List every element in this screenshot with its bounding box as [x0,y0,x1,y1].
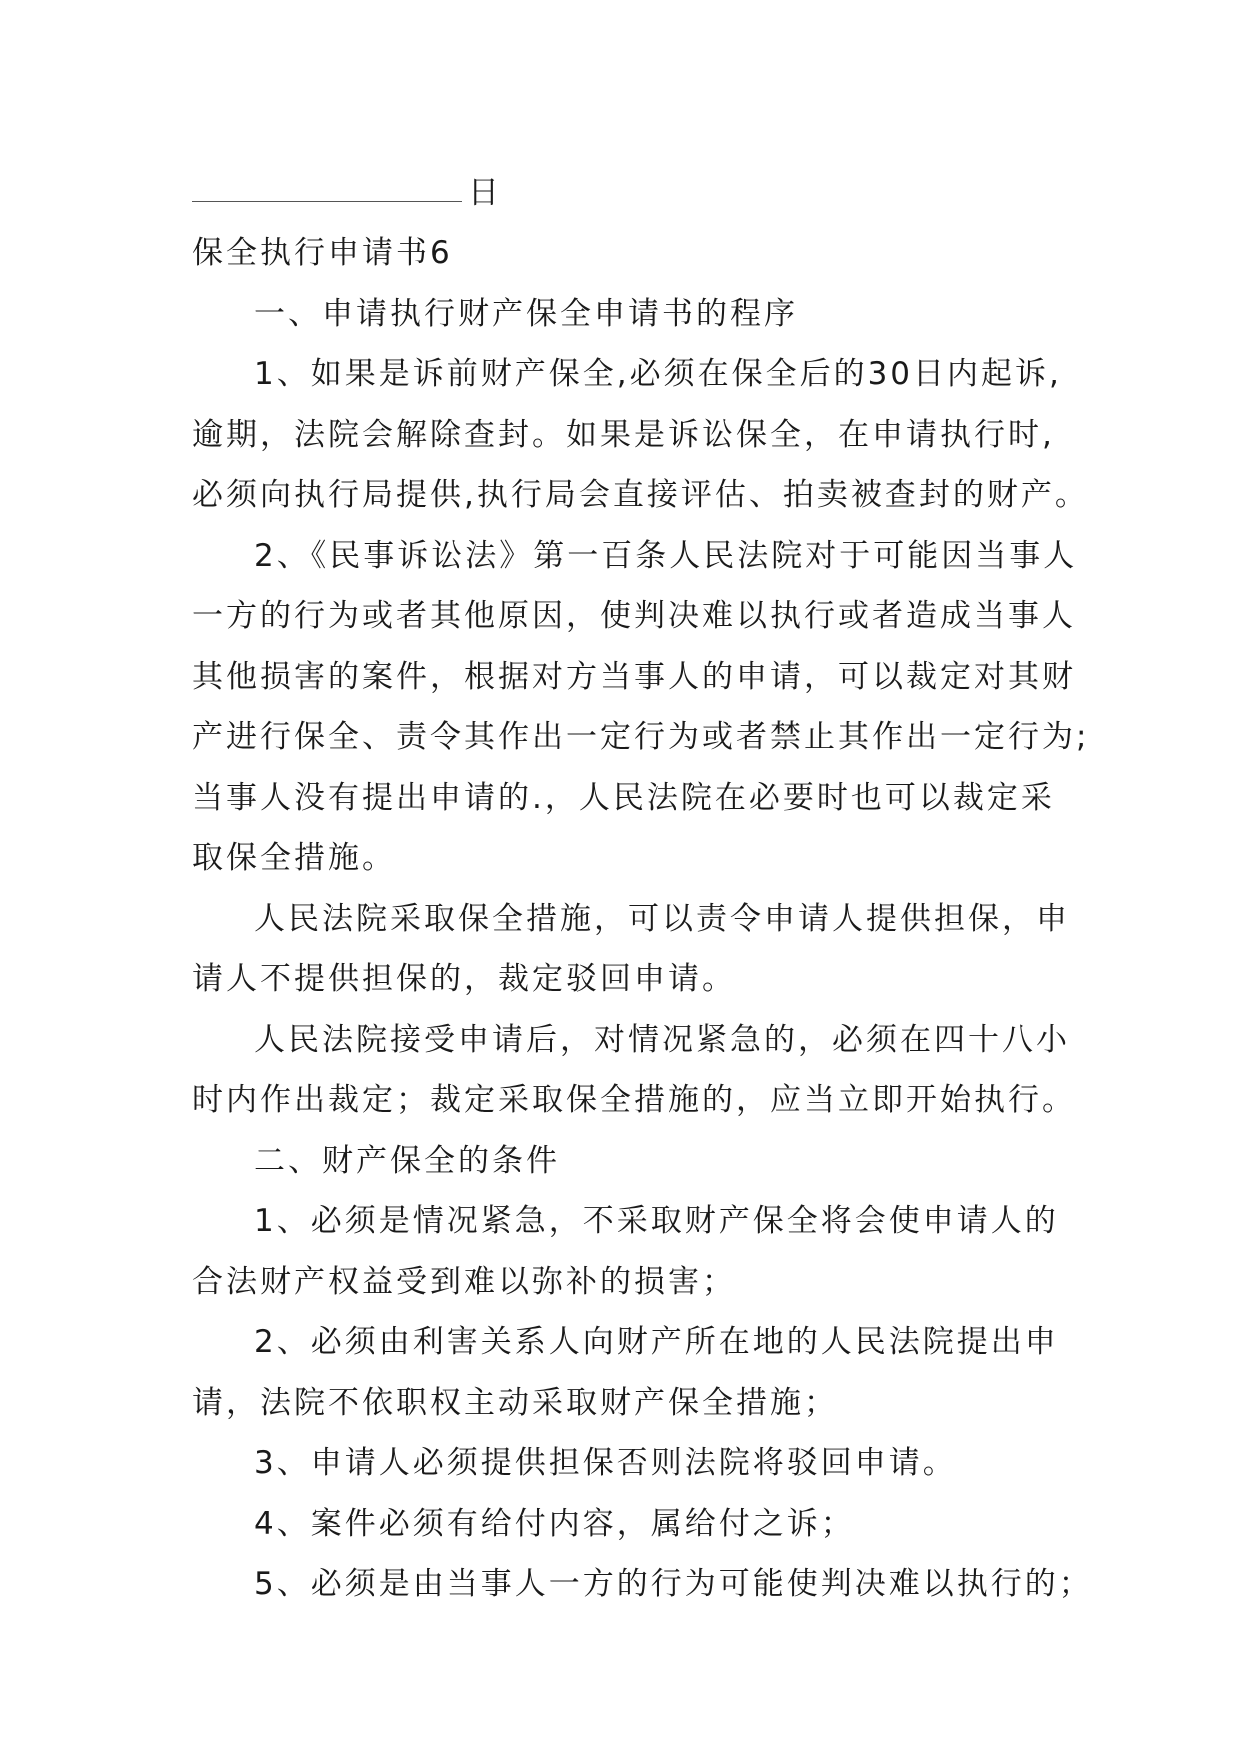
date-day-label: 日 [468,175,502,211]
text-line: 其他损害的案件，根据对方当事人的申请，可以裁定对其财 [192,658,1076,695]
document-body [192,163,1093,1615]
text-line: 一、申请执行财产保全申请书的程序 [254,295,798,332]
text-line: 1、必须是情况紧急，不采取财产保全将会使申请人的 [254,1203,1059,1239]
text-line: 产进行保全、责令其作出一定行为或者禁止其作出一定行为; [192,719,1090,755]
text-line: 3、申请人必须提供担保否则法院将驳回申请。 [254,1445,957,1481]
date-blank-underline [192,173,462,202]
text-line: 一方的行为或者其他原因，使判决难以执行或者造成当事人 [192,598,1076,634]
text-line: 必须向执行局提供,执行局会直接评估、拍卖被查封的财产。 [192,477,1089,513]
text-line: 请人不提供担保的，裁定驳回申请。 [192,961,736,997]
text-line: 逾期，法院会解除查封。如果是诉讼保全，在申请执行时, [192,416,1055,453]
text-line: 人民法院接受申请后，对情况紧急的，必须在四十八小 [254,1021,1070,1058]
date-line [192,163,1072,223]
text-line: 2、《民事诉讼法》第一百条人民法院对于可能因当事人 [254,537,1078,574]
text-line: 1、如果是诉前财产保全,必须在保全后的30日内起诉, [254,356,1062,392]
paragraph-lines [192,284,1093,1615]
text-line: 请，法院不依职权主动采取财产保全措施； [192,1384,838,1421]
text-line: 4、案件必须有给付内容，属给付之诉； [254,1505,855,1542]
text-line: 人民法院采取保全措施，可以责令申请人提供担保，申 [254,900,1070,937]
text-line: 时内作出裁定；裁定采取保全措施的，应当立即开始执行。 [192,1082,1076,1118]
text-line: 当事人没有提出申请的.，人民法院在必要时也可以裁定采 [192,779,1055,816]
text-line: 合法财产权益受到难以弥补的损害； [192,1263,736,1300]
text-line: 2、必须由利害关系人向财产所在地的人民法院提出申 [254,1324,1059,1360]
document-title: 保全执行申请书6 [192,235,453,271]
text-line: 二、财产保全的条件 [254,1142,560,1179]
text-line: 取保全措施。 [192,840,396,876]
text-line: 5、必须是由当事人一方的行为可能使判决难以执行的； [254,1566,1093,1602]
